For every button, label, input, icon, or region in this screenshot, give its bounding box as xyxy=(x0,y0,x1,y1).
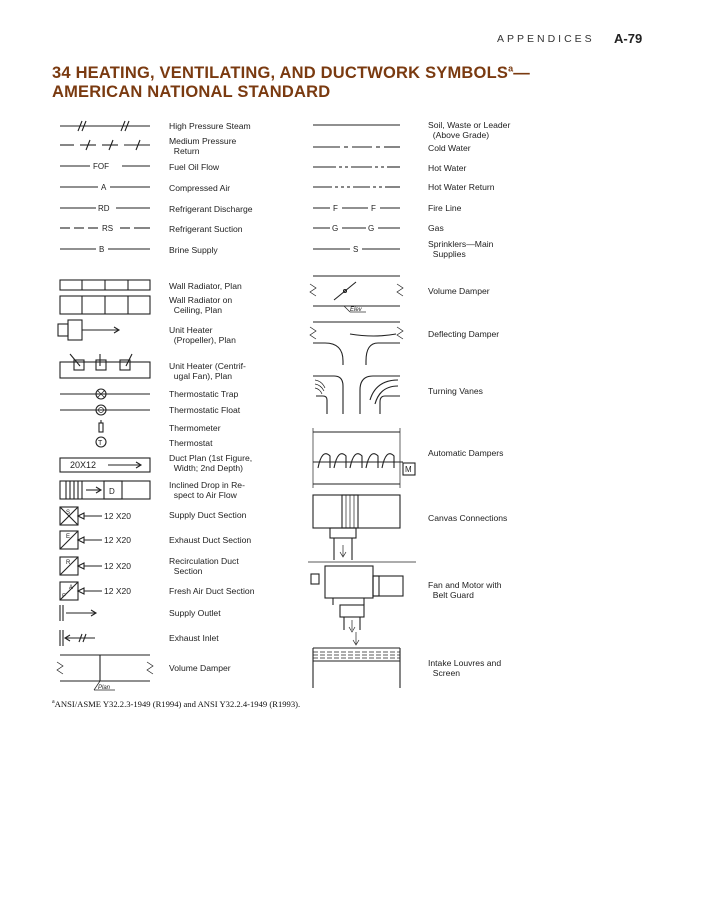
label-volume-damper-left: Volume Damper xyxy=(169,663,231,673)
label-wall-radiator-ceiling: Wall Radiator on Ceiling, Plan xyxy=(169,295,233,315)
label-volume-damper-right: Volume Damper xyxy=(428,286,490,296)
label-recirculation-duct-section: Recirculation Duct Section xyxy=(169,556,239,576)
footnote xyxy=(52,699,300,709)
turning-vanes-symbol xyxy=(313,376,400,414)
inclined-drop-text: D xyxy=(109,487,115,496)
sprinkler-symbol xyxy=(313,245,400,254)
title-line1: HEATING, VENTILATING, AND DUCTWORK SYMBOLS xyxy=(75,64,509,82)
label-exhaust-duct-section: Exhaust Duct Section xyxy=(169,535,252,545)
title-line2: AMERICAN NATIONAL STANDARD xyxy=(52,83,331,101)
compressed-air-text: A xyxy=(101,183,107,192)
gas-symbol xyxy=(313,224,400,233)
elev-text: Elev xyxy=(350,307,362,313)
compressed-air-symbol xyxy=(60,183,150,192)
fire-line-symbol xyxy=(313,204,400,213)
running-header-section: APPENDICES xyxy=(497,33,595,45)
supply-duct-section-symbol xyxy=(60,507,131,525)
thermostat-text: T xyxy=(98,440,103,447)
label-fuel-oil-flow: Fuel Oil Flow xyxy=(169,162,220,172)
thermostatic-trap-symbol xyxy=(60,389,150,399)
volume-damper-elev-symbol xyxy=(310,276,403,313)
fan-motor-belt-guard-symbol xyxy=(308,562,416,632)
refrigerant-discharge-symbol xyxy=(60,204,150,213)
label-intake-louvres: Intake Louvres and Screen xyxy=(428,658,502,678)
label-soil-waste: Soil, Waste or Leader (Above Grade) xyxy=(428,120,511,140)
exhaust-duct-section-symbol xyxy=(60,531,131,549)
intake-louvres-screen-symbol xyxy=(313,632,400,688)
supply-outlet-symbol xyxy=(60,605,96,621)
label-automatic-dampers: Automatic Dampers xyxy=(428,448,504,458)
title-dash: — xyxy=(513,64,530,82)
fire-line-text-1: F xyxy=(333,204,338,213)
label-unit-heater-centrifugal: Unit Heater (Centrif- ugal Fan), Plan xyxy=(169,361,246,381)
wall-radiator-plan-symbol xyxy=(60,280,150,290)
gas-text-1: G xyxy=(332,224,339,233)
thermometer-symbol xyxy=(99,420,103,432)
deflecting-damper-symbol xyxy=(310,322,403,365)
label-supply-outlet: Supply Outlet xyxy=(169,608,221,618)
refrigerant-discharge-text: RD xyxy=(98,204,110,213)
recirc-letter: R xyxy=(66,560,71,566)
label-thermostat: Thermostat xyxy=(169,438,213,448)
label-medium-pressure-return: Medium Pressure Return xyxy=(169,136,237,156)
fresh-a-letter: A xyxy=(69,585,74,591)
supply-letter: S xyxy=(66,510,71,516)
unit-heater-propeller-symbol xyxy=(58,320,119,340)
gas-text-2: G xyxy=(368,224,375,233)
motor-text: M xyxy=(405,465,412,474)
label-inclined-drop: Inclined Drop in Re- spect to Air Flow xyxy=(169,480,245,500)
unit-heater-centrifugal-symbol xyxy=(60,354,150,378)
label-fan-motor-belt-guard: Fan and Motor with Belt Guard xyxy=(428,580,502,600)
label-cold-water: Cold Water xyxy=(428,143,471,153)
high-pressure-steam-symbol xyxy=(60,121,150,131)
title-footnote-mark: a xyxy=(508,63,514,74)
label-unit-heater-propeller: Unit Heater (Propeller), Plan xyxy=(169,325,236,345)
brine-text: B xyxy=(99,245,105,254)
refrigerant-suction-symbol xyxy=(60,224,150,233)
fresh-size-text: 12 X20 xyxy=(104,586,131,596)
label-sprinklers: Sprinklers—Main Supplies xyxy=(428,239,494,259)
medium-pressure-return-symbol xyxy=(60,140,150,150)
duct-plan-symbol xyxy=(60,458,150,472)
label-duct-plan: Duct Plan (1st Figure, Width; 2nd Depth) xyxy=(169,453,253,473)
label-thermostatic-trap: Thermostatic Trap xyxy=(169,389,239,399)
brine-supply-symbol xyxy=(60,245,150,254)
label-compressed-air: Compressed Air xyxy=(169,183,231,193)
duct-size-text: 20X12 xyxy=(70,460,97,470)
label-gas: Gas xyxy=(428,223,444,233)
footnote-text: ANSI/ASME Y32.2.3-1949 (R1994) and ANSI Y32.2.4-1949 (R1993). xyxy=(54,699,301,709)
recirc-size-text: 12 X20 xyxy=(104,561,131,571)
fresh-f-letter: F xyxy=(62,594,66,600)
inclined-drop-symbol xyxy=(60,481,150,499)
label-exhaust-inlet: Exhaust Inlet xyxy=(169,633,219,643)
label-supply-duct-section: Supply Duct Section xyxy=(169,510,247,520)
thermostat-symbol xyxy=(96,437,106,447)
wall-radiator-ceiling-symbol xyxy=(60,296,150,314)
fuel-oil-flow-symbol xyxy=(60,162,150,171)
canvas-connections-symbol xyxy=(313,495,400,560)
label-wall-radiator-plan: Wall Radiator, Plan xyxy=(169,281,242,291)
exhaust-size-text: 12 X20 xyxy=(104,535,131,545)
fresh-air-duct-section-symbol xyxy=(60,582,131,600)
label-refrigerant-discharge: Refrigerant Discharge xyxy=(169,204,253,214)
sprinkler-text: S xyxy=(353,245,359,254)
exhaust-letter: E xyxy=(66,534,71,540)
label-thermostatic-float: Thermostatic Float xyxy=(169,405,241,415)
label-hot-water: Hot Water xyxy=(428,163,467,173)
label-fresh-air-duct-section: Fresh Air Duct Section xyxy=(169,586,255,596)
label-brine-supply: Brine Supply xyxy=(169,245,218,255)
label-deflecting-damper: Deflecting Damper xyxy=(428,329,500,339)
label-canvas-connections: Canvas Connections xyxy=(428,513,508,523)
thermostatic-float-symbol xyxy=(60,405,150,415)
label-fire-line: Fire Line xyxy=(428,203,462,213)
label-turning-vanes: Turning Vanes xyxy=(428,386,483,396)
refrigerant-suction-text: RS xyxy=(102,224,114,233)
label-refrigerant-suction: Refrigerant Suction xyxy=(169,224,243,234)
recirculation-duct-section-symbol xyxy=(60,557,131,575)
fire-line-text-2: F xyxy=(371,204,376,213)
footnote-mark: a xyxy=(52,699,55,706)
volume-damper-plan-symbol xyxy=(57,655,153,691)
supply-size-text: 12 X20 xyxy=(104,511,131,521)
fuel-oil-text: FOF xyxy=(93,162,109,171)
label-hot-water-return: Hot Water Return xyxy=(428,182,495,192)
exhaust-inlet-symbol xyxy=(60,630,95,646)
title-number: 34 xyxy=(52,64,71,82)
label-high-pressure-steam: High Pressure Steam xyxy=(169,121,251,131)
page-number: A-79 xyxy=(614,31,643,46)
label-thermometer: Thermometer xyxy=(169,423,221,433)
automatic-dampers-symbol xyxy=(313,428,415,488)
plan-text: Plan xyxy=(98,685,111,691)
